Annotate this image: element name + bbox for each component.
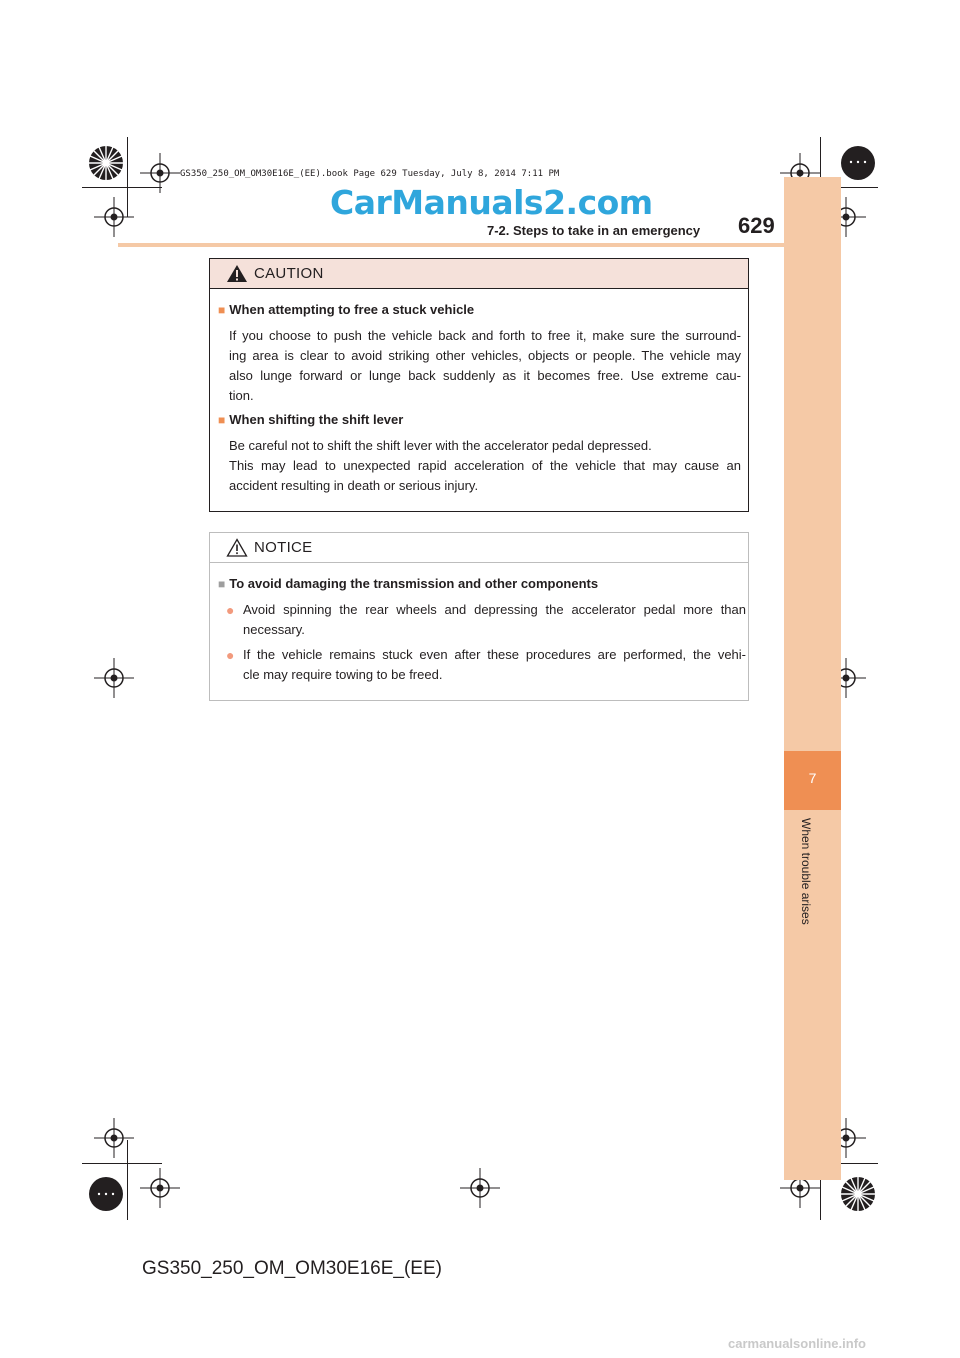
square-bullet-icon: ■ xyxy=(218,577,226,591)
round-bullet-icon: ● xyxy=(226,647,235,663)
notice-header xyxy=(210,533,748,563)
chapter-tab xyxy=(784,177,841,1180)
crop-mark xyxy=(82,1163,162,1164)
notice-title: NOTICE xyxy=(254,539,313,556)
round-bullet-icon: ● xyxy=(226,602,235,618)
document-code: GS350_250_OM_OM30E16E_(EE) xyxy=(142,1258,442,1279)
registration-sunburst-icon xyxy=(838,1174,878,1214)
registration-dot-icon xyxy=(838,143,878,183)
page-number: 629 xyxy=(738,213,775,238)
caution-item-text: If you choose to push the vehicle back and forth to free it, make sure the surround- ing area is clear to avoid striking other vehicles, objects or people. The vehicle may also lunge forward or lunge back suddenly as it becomes free. Use extreme cau- tion. xyxy=(229,328,741,403)
registration-dot-icon xyxy=(86,1174,126,1214)
chapter-number-tab xyxy=(784,751,841,810)
crosshair-icon xyxy=(140,153,180,193)
caution-item-text: Be careful not to shift the shift lever with the accelerator pedal depressed. This may lead to unexpected rapid acceleration of the vehicle that may cause an accident resulting in death or serious injury. xyxy=(229,438,741,493)
caution-item-heading: ■ When shifting the shift lever xyxy=(218,412,404,427)
square-bullet-icon: ■ xyxy=(218,303,226,317)
registration-sunburst-icon xyxy=(86,143,126,183)
header-rule xyxy=(118,243,840,247)
caution-box xyxy=(209,258,749,512)
site-watermark: carmanualsonline.info xyxy=(728,1336,866,1351)
section-title: 7-2. Steps to take in an emergency xyxy=(487,223,701,238)
file-stamp: GS350_250_OM_OM30E16E_(EE).book Page 629 Tuesday, July 8, 2014 7:11 PM xyxy=(180,169,560,179)
chapter-title: When trouble arises xyxy=(799,818,813,925)
watermark-link[interactable]: CarManuals2.com xyxy=(330,183,653,222)
notice-box: NOTICE ■ To avoid damaging the transmission and other components ● Avoid spinning the rear wheels and depressing the accelerator pedal more than necessary. ● If the vehicle remains stuck even after these procedures are performed, the vehi- cle may require towing to be freed. xyxy=(209,532,749,701)
crosshair-icon xyxy=(460,1168,500,1208)
caution-item-heading: ■ When attempting to free a stuck vehicle xyxy=(218,302,475,317)
crosshair-icon xyxy=(94,1118,134,1158)
chapter-number: 7 xyxy=(808,770,817,786)
crosshair-icon xyxy=(94,197,134,237)
square-bullet-icon: ■ xyxy=(218,413,226,427)
caution-title: CAUTION xyxy=(254,265,324,282)
crosshair-icon xyxy=(94,658,134,698)
warning-triangle-icon xyxy=(226,264,248,283)
warning-triangle-outline-icon xyxy=(226,538,248,557)
crosshair-icon xyxy=(140,1168,180,1208)
notice-heading: ■ To avoid damaging the transmission and other components xyxy=(218,576,599,591)
caution-header xyxy=(210,259,748,289)
